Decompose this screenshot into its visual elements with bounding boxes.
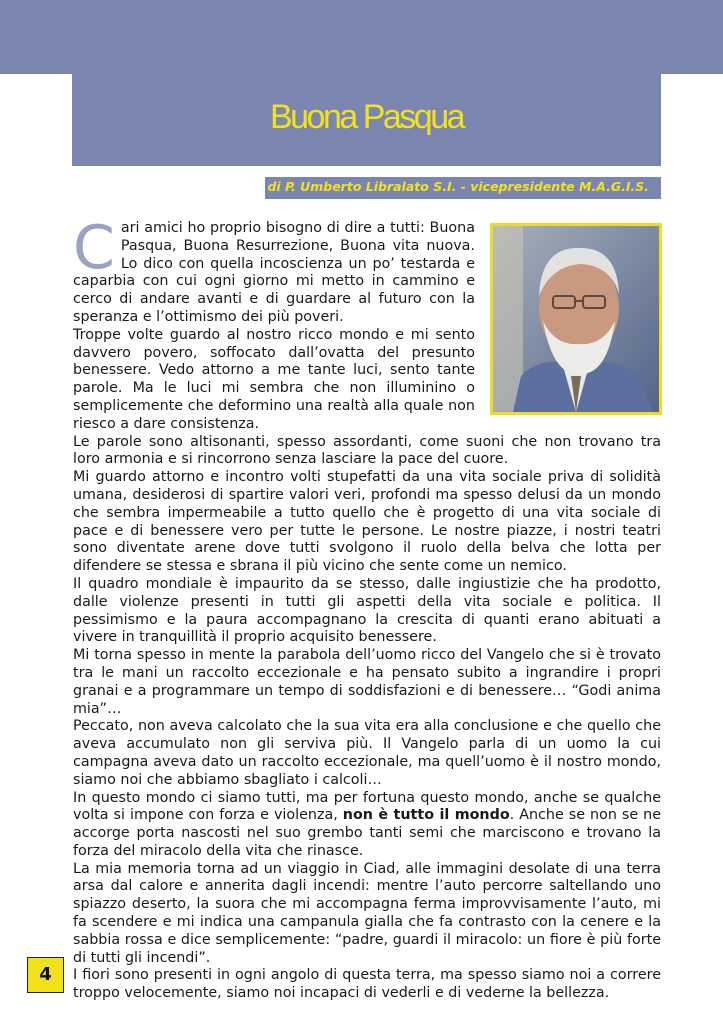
- article-body: [73, 213, 661, 1003]
- byline: di P. Umberto Libralato S.I. - vicepresidente M.A.G.I.S.: [267, 179, 649, 194]
- paragraph-2: Troppe volte guardo al nostro ricco mondo e mi sento davvero povero, soffocato dall’ovatta del presunto benessere. Vedo attorno a me tante luci, sento tante parole. Ma le luci mi sembra che non illuminino o semplicemente che deformino una realtà alla quale non riesco a dare consistenza.: [73, 326, 475, 432]
- paragraph-8-start: In questo mondo ci siamo tutti, ma per fortuna questo mondo, anche se qualche volta si impone con forza e violenza,: [73, 789, 661, 824]
- paragraph-8-bold: non è tutto il mondo: [342, 807, 510, 824]
- photo-spacer: [475, 220, 661, 420]
- paragraph-8: [73, 790, 661, 861]
- title-box: [72, 74, 661, 166]
- page-number: 4: [27, 957, 64, 993]
- header-band: [0, 0, 723, 74]
- paragraph-3: Le parole sono altisonanti, spesso assordanti, come suoni che non trovano tra loro armonia e si rincorrono senza lasciare la pace del cuore.: [73, 433, 661, 468]
- paragraph-6: Mi torna spesso in mente la parabola dell’uomo ricco del Vangelo che si è trovato tra le mani un raccolto eccezionale e ha pensato subito a ingrandire i propri granai e a programmare un tempo di soddisfazioni e di benessere… “Godi anima mia”…: [73, 647, 661, 717]
- paragraph-5: Il quadro mondiale è impaurito da se stesso, dalle ingiustizie che ha prodotto, dalle violenze presenti in tutti gli aspetti della vita sociale e politica. Il pessimismo e la paura accompagnano la crescita di quanti erano abituati a vivere in tranquillità il proprio acquisito benessere.: [73, 575, 661, 646]
- drop-cap: C: [73, 213, 115, 283]
- paragraph-8-end: . Anche se non se ne accorge porta nascosti nel suo grembo tanti semi che marciscono e trovano la forza del miracolo della vita che rinasce.: [73, 807, 661, 859]
- page-title: Buona Pasqua: [269, 98, 464, 136]
- paragraph-1-text: ari amici ho proprio bisogno di dire a tutti: Buona Pasqua, Buona Resurrezione, Buona vita nuova. Lo dico con quella incoscienza un po’ testarda e caparbia con cui ogni giorno mi metto in cammino e cerco di andare avanti e di guardare al futuro con la speranza e l’ottimismo dei più poveri.: [73, 220, 475, 325]
- paragraph-4: Mi guardo attorno e incontro volti stupefatti da una vita sociale priva di solidità umana, desiderosi di spartire valori veri, profondi ma spesso delusi da un mondo che sembra impermeabile a tutto quello che è progetto di una vita sociale di pace e di benessere vero per tutte le persone. Le nostre piazze, i nostri teatri sono diventate arene dove tutti svolgono il ruolo della belva che lotta per difendere se stessa e sbrana il più vicino che sente come un nemico.: [73, 469, 661, 575]
- paragraph-9: La mia memoria torna ad un viaggio in Ciad, alle immagini desolate di una terra arsa dal calore e annerita dagli incendi: mentre l’auto percorre saltellando uno spiazzo deserto, la suora che mi accompagna ferma improvvisamente l’auto, mi fa scendere e mi indica una campanula gialla che fa contrasto con la cenere e la sabbia rossa e dice semplicemente: “padre, guardi il miracolo: un fiore è più forte di tutti gli incendi”.: [73, 860, 661, 966]
- paragraph-10: I fiori sono presenti in ogni angolo di questa terra, ma spesso siamo noi a correre troppo velocemente, siamo noi incapaci di vederli e di vederne la bellezza.: [73, 967, 661, 1002]
- paragraph-7: Peccato, non aveva calcolato che la sua vita era alla conclusione e che quello che aveva accumulato non gli serviva più. Il Vangelo parla di un uomo la cui campagna aveva dato un raccolto eccezionale, ma quell’uomo è il nostro mondo, siamo noi che abbiamo sbagliato i calcoli…: [73, 718, 661, 788]
- byline-bar: [265, 177, 661, 199]
